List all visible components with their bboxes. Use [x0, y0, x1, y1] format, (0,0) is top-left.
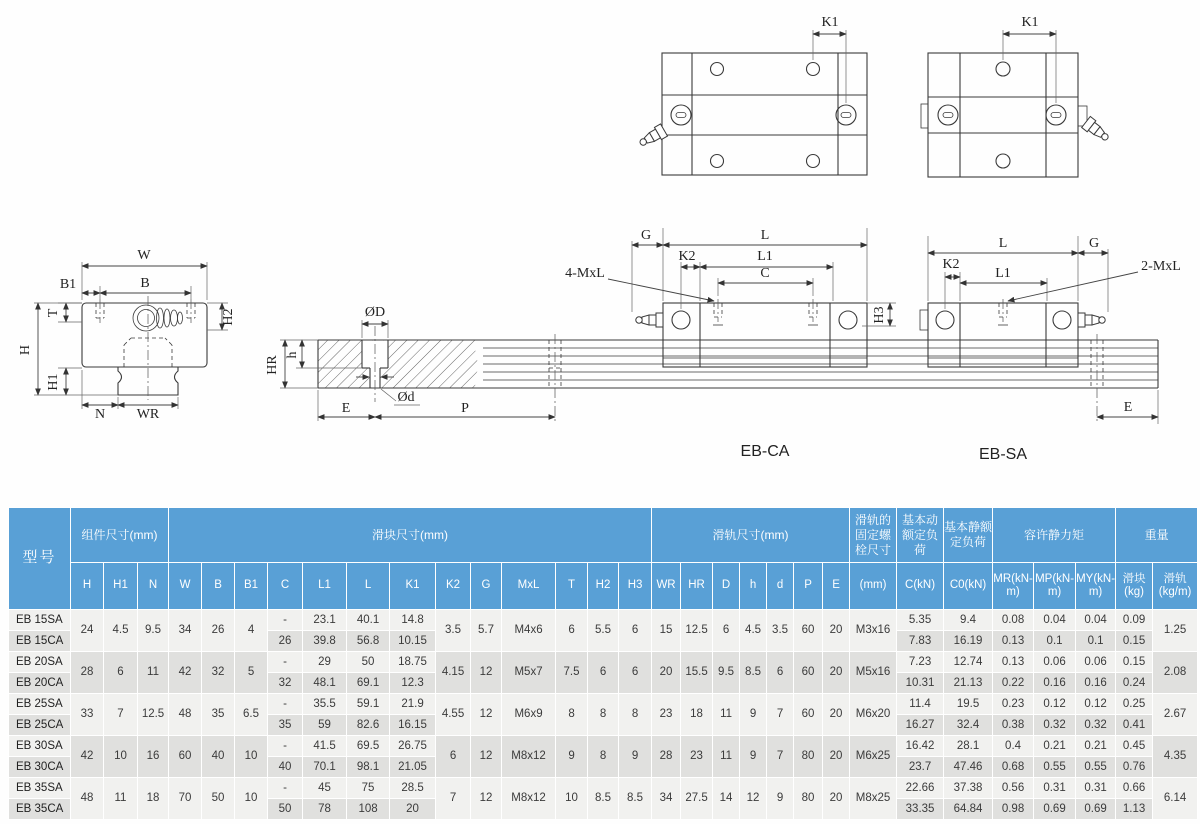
- cell-K1: 12.3: [390, 673, 436, 694]
- model-cell: EB 15SA: [9, 610, 71, 631]
- cell-h: 8.5: [740, 652, 767, 694]
- cell-L1: 70.1: [303, 757, 347, 778]
- cell-WR: 28: [652, 736, 681, 778]
- cell-block: 0.25: [1116, 694, 1153, 715]
- dim-w: W: [137, 248, 151, 263]
- cell-C: -: [268, 778, 303, 799]
- cell-h: 9: [740, 694, 767, 736]
- cell-MP: 0.21: [1034, 736, 1076, 757]
- cell-HR: 18: [681, 694, 713, 736]
- cell-B1: 10: [235, 778, 268, 820]
- cell-bolt: M3x16: [850, 610, 897, 652]
- cell-MP: 0.32: [1034, 715, 1076, 736]
- cell-block: 1.13: [1116, 799, 1153, 820]
- cell-C0: 21.13: [944, 673, 993, 694]
- cell-C0: 19.5: [944, 694, 993, 715]
- cell-MY: 0.16: [1076, 673, 1116, 694]
- column-header: P: [794, 563, 823, 610]
- dim-wr: WR: [136, 407, 160, 422]
- cell-Ck: 11.4: [897, 694, 944, 715]
- cell-C0: 32.4: [944, 715, 993, 736]
- dim-k1-ca: K1: [821, 15, 839, 30]
- dim-l-ca: L: [760, 228, 770, 243]
- cell-C: -: [268, 610, 303, 631]
- column-header: WR: [652, 563, 681, 610]
- cell-E: 20: [823, 778, 850, 820]
- cell-P: 60: [794, 694, 823, 736]
- cell-bolt: M5x16: [850, 652, 897, 694]
- cell-H3: 8.5: [619, 778, 652, 820]
- label-2mxl: 2-MxL: [1141, 259, 1181, 274]
- cell-WR: 15: [652, 610, 681, 652]
- dim-k2-sa: K2: [942, 257, 960, 272]
- cell-H: 33: [71, 694, 104, 736]
- cell-MP: 0.31: [1034, 778, 1076, 799]
- cell-W: 48: [169, 694, 202, 736]
- cell-MR: 0.38: [993, 715, 1034, 736]
- column-group-header: 滑轨尺寸(mm): [652, 508, 850, 563]
- caption-eb-ca: EB-CA: [740, 443, 790, 460]
- cell-P: 80: [794, 736, 823, 778]
- dim-c: C: [760, 266, 770, 281]
- cell-C: -: [268, 694, 303, 715]
- cell-d: 3.5: [767, 610, 794, 652]
- dim-p: P: [461, 401, 469, 416]
- cell-L1: 35.5: [303, 694, 347, 715]
- cell-MP: 0.16: [1034, 673, 1076, 694]
- cell-K2: 6: [436, 736, 471, 778]
- cell-H1: 6: [104, 652, 138, 694]
- column-group-header: 基本静额定负荷: [944, 508, 993, 563]
- cell-K1: 28.5: [390, 778, 436, 799]
- cell-MY: 0.04: [1076, 610, 1116, 631]
- cell-rail: 2.08: [1153, 652, 1198, 694]
- cell-C0: 9.4: [944, 610, 993, 631]
- cell-MY: 0.69: [1076, 799, 1116, 820]
- cell-C0: 64.84: [944, 799, 993, 820]
- model-cell: EB 15CA: [9, 631, 71, 652]
- column-header: MY(kN-m): [1076, 563, 1116, 610]
- dim-e-right: E: [1123, 400, 1133, 415]
- column-header: 滑块(kg): [1116, 563, 1153, 610]
- dim-dia-D: ØD: [364, 305, 386, 320]
- column-header: d: [767, 563, 794, 610]
- cell-HR: 12.5: [681, 610, 713, 652]
- column-header: H3: [619, 563, 652, 610]
- column-group-header: 滑块尺寸(mm): [169, 508, 652, 563]
- cell-rail: 1.25: [1153, 610, 1198, 652]
- table-row: [9, 736, 1198, 757]
- cell-H2: 8.5: [588, 778, 619, 820]
- cell-block: 0.66: [1116, 778, 1153, 799]
- column-header: N: [138, 563, 169, 610]
- column-header: H: [71, 563, 104, 610]
- cell-P: 80: [794, 778, 823, 820]
- cell-d: 7: [767, 694, 794, 736]
- dim-l1-sa: L1: [995, 266, 1011, 281]
- cell-block: 0.15: [1116, 631, 1153, 652]
- cell-MP: 0.69: [1034, 799, 1076, 820]
- cell-MY: 0.55: [1076, 757, 1116, 778]
- cell-bolt: M8x25: [850, 778, 897, 820]
- cell-P: 60: [794, 610, 823, 652]
- cell-L: 40.1: [347, 610, 390, 631]
- column-group-header: 滑轨的固定螺栓尺寸: [850, 508, 897, 563]
- cell-MP: 0.1: [1034, 631, 1076, 652]
- cell-L: 59.1: [347, 694, 390, 715]
- dim-b1: B1: [59, 277, 77, 292]
- cell-K2: 3.5: [436, 610, 471, 652]
- cell-H2: 8: [588, 736, 619, 778]
- cell-H3: 6: [619, 652, 652, 694]
- cell-K2: 4.55: [436, 694, 471, 736]
- cell-block: 0.76: [1116, 757, 1153, 778]
- column-header: W: [169, 563, 202, 610]
- dim-e-left: E: [341, 401, 351, 416]
- cell-B: 26: [202, 610, 235, 652]
- model-cell: EB 35CA: [9, 799, 71, 820]
- cell-MR: 0.13: [993, 631, 1034, 652]
- cell-L1: 41.5: [303, 736, 347, 757]
- cell-Ck: 16.42: [897, 736, 944, 757]
- cell-B: 50: [202, 778, 235, 820]
- cell-C: 32: [268, 673, 303, 694]
- cell-K1: 14.8: [390, 610, 436, 631]
- model-cell: EB 20CA: [9, 673, 71, 694]
- cell-H2: 5.5: [588, 610, 619, 652]
- cell-L: 98.1: [347, 757, 390, 778]
- cell-d: 6: [767, 652, 794, 694]
- column-header: L1: [303, 563, 347, 610]
- cell-B1: 6.5: [235, 694, 268, 736]
- cell-N: 16: [138, 736, 169, 778]
- column-header: H2: [588, 563, 619, 610]
- cell-H: 48: [71, 778, 104, 820]
- dim-l-sa: L: [998, 236, 1008, 251]
- column-header: MxL: [502, 563, 556, 610]
- cell-B: 35: [202, 694, 235, 736]
- cell-D: 9.5: [713, 652, 740, 694]
- cell-WR: 23: [652, 694, 681, 736]
- cell-MP: 0.04: [1034, 610, 1076, 631]
- dim-n: N: [94, 407, 106, 422]
- column-header: K2: [436, 563, 471, 610]
- cell-L1: 78: [303, 799, 347, 820]
- dim-b: B: [140, 276, 150, 291]
- cell-block: 0.24: [1116, 673, 1153, 694]
- cell-h: 9: [740, 736, 767, 778]
- cell-MR: 0.56: [993, 778, 1034, 799]
- dim-h1: H1: [46, 373, 61, 391]
- eb-sa-assembly: [920, 236, 1181, 463]
- cell-G: 5.7: [471, 610, 502, 652]
- cell-L1: 23.1: [303, 610, 347, 631]
- cell-MR: 0.23: [993, 694, 1034, 715]
- cell-L: 56.8: [347, 631, 390, 652]
- cell-B1: 5: [235, 652, 268, 694]
- cell-L: 50: [347, 652, 390, 673]
- cell-Ck: 23.7: [897, 757, 944, 778]
- dim-g-ca: G: [640, 228, 652, 243]
- column-header: h: [740, 563, 767, 610]
- cell-d: 7: [767, 736, 794, 778]
- cell-T: 7.5: [556, 652, 588, 694]
- cell-MxL: M6x9: [502, 694, 556, 736]
- model-cell: EB 35SA: [9, 778, 71, 799]
- cell-T: 8: [556, 694, 588, 736]
- cell-d: 9: [767, 778, 794, 820]
- cell-T: 10: [556, 778, 588, 820]
- cell-H2: 8: [588, 694, 619, 736]
- cell-H3: 9: [619, 736, 652, 778]
- column-header: D: [713, 563, 740, 610]
- cell-L: 69.5: [347, 736, 390, 757]
- column-header: H1: [104, 563, 138, 610]
- cell-rail: 4.35: [1153, 736, 1198, 778]
- dim-t: T: [46, 308, 61, 318]
- column-group-header: 容许静力矩: [993, 508, 1116, 563]
- cell-K1: 20: [390, 799, 436, 820]
- cell-K1: 16.15: [390, 715, 436, 736]
- cell-HR: 27.5: [681, 778, 713, 820]
- table-row: [9, 652, 1198, 673]
- cell-H1: 10: [104, 736, 138, 778]
- table-row: [9, 694, 1198, 715]
- cell-Ck: 7.23: [897, 652, 944, 673]
- model-cell: EB 30SA: [9, 736, 71, 757]
- dim-g-sa: G: [1088, 236, 1100, 251]
- cell-K1: 10.15: [390, 631, 436, 652]
- cell-H1: 11: [104, 778, 138, 820]
- cell-bolt: M6x20: [850, 694, 897, 736]
- cell-L: 82.6: [347, 715, 390, 736]
- column-header: C0(kN): [944, 563, 993, 610]
- cell-MP: 0.06: [1034, 652, 1076, 673]
- cell-W: 60: [169, 736, 202, 778]
- cell-H: 24: [71, 610, 104, 652]
- cell-G: 12: [471, 652, 502, 694]
- cell-MR: 0.98: [993, 799, 1034, 820]
- cell-Ck: 22.66: [897, 778, 944, 799]
- cell-C: 26: [268, 631, 303, 652]
- cell-h: 12: [740, 778, 767, 820]
- cell-G: 12: [471, 778, 502, 820]
- cell-block: 0.41: [1116, 715, 1153, 736]
- cross-section-drawing: [18, 248, 236, 422]
- spec-table: [8, 507, 1198, 820]
- cell-Ck: 10.31: [897, 673, 944, 694]
- cell-K1: 18.75: [390, 652, 436, 673]
- cell-L1: 45: [303, 778, 347, 799]
- column-header: E: [823, 563, 850, 610]
- cell-K2: 4.15: [436, 652, 471, 694]
- cell-H1: 4.5: [104, 610, 138, 652]
- column-header: T: [556, 563, 588, 610]
- cell-E: 20: [823, 652, 850, 694]
- cell-bolt: M6x25: [850, 736, 897, 778]
- cell-MP: 0.12: [1034, 694, 1076, 715]
- cell-G: 12: [471, 736, 502, 778]
- column-header: C: [268, 563, 303, 610]
- cell-C: 40: [268, 757, 303, 778]
- cell-D: 11: [713, 736, 740, 778]
- cell-W: 42: [169, 652, 202, 694]
- cell-D: 14: [713, 778, 740, 820]
- cell-E: 20: [823, 694, 850, 736]
- cell-block: 0.45: [1116, 736, 1153, 757]
- cell-D: 6: [713, 610, 740, 652]
- cell-MY: 0.12: [1076, 694, 1116, 715]
- dim-k2-ca: K2: [678, 249, 696, 264]
- column-header: L: [347, 563, 390, 610]
- cell-Ck: 7.83: [897, 631, 944, 652]
- dim-h3: H3: [872, 306, 887, 324]
- cell-G: 12: [471, 694, 502, 736]
- cell-L1: 39.8: [303, 631, 347, 652]
- cell-MR: 0.13: [993, 652, 1034, 673]
- cell-MR: 0.08: [993, 610, 1034, 631]
- cell-L: 108: [347, 799, 390, 820]
- table-row: [9, 610, 1198, 631]
- cell-Ck: 16.27: [897, 715, 944, 736]
- cell-C: -: [268, 736, 303, 757]
- cell-Ck: 33.35: [897, 799, 944, 820]
- column-header: MP(kN-m): [1034, 563, 1076, 610]
- cell-P: 60: [794, 652, 823, 694]
- cell-MxL: M4x6: [502, 610, 556, 652]
- cell-H: 28: [71, 652, 104, 694]
- cell-H2: 6: [588, 652, 619, 694]
- cell-h: 4.5: [740, 610, 767, 652]
- cell-W: 34: [169, 610, 202, 652]
- cell-L: 75: [347, 778, 390, 799]
- column-group-header: 重量: [1116, 508, 1198, 563]
- column-group-header: 型号: [9, 508, 71, 610]
- cell-H1: 7: [104, 694, 138, 736]
- cell-WR: 34: [652, 778, 681, 820]
- cell-E: 20: [823, 736, 850, 778]
- column-header: 滑轨(kg/m): [1153, 563, 1198, 610]
- cell-L1: 29: [303, 652, 347, 673]
- cell-N: 18: [138, 778, 169, 820]
- cell-L1: 48.1: [303, 673, 347, 694]
- cell-Ck: 5.35: [897, 610, 944, 631]
- dim-k1-sa: K1: [1021, 15, 1039, 30]
- column-header: HR: [681, 563, 713, 610]
- label-4mxl: 4-MxL: [565, 266, 605, 281]
- cell-N: 9.5: [138, 610, 169, 652]
- cell-C0: 12.74: [944, 652, 993, 673]
- top-view-sa-block: [921, 15, 1112, 177]
- column-header: K1: [390, 563, 436, 610]
- cell-K1: 26.75: [390, 736, 436, 757]
- model-cell: EB 30CA: [9, 757, 71, 778]
- column-header: G: [471, 563, 502, 610]
- cell-E: 20: [823, 610, 850, 652]
- cell-T: 6: [556, 610, 588, 652]
- cell-B: 32: [202, 652, 235, 694]
- model-cell: EB 25SA: [9, 694, 71, 715]
- cell-HR: 23: [681, 736, 713, 778]
- cell-rail: 2.67: [1153, 694, 1198, 736]
- cell-MY: 0.32: [1076, 715, 1116, 736]
- cell-B1: 4: [235, 610, 268, 652]
- cell-N: 12.5: [138, 694, 169, 736]
- eb-ca-assembly: [565, 228, 896, 460]
- cell-MY: 0.06: [1076, 652, 1116, 673]
- dim-hr: HR: [265, 355, 280, 375]
- cell-rail: 6.14: [1153, 778, 1198, 820]
- cell-C0: 37.38: [944, 778, 993, 799]
- dim-l1-ca: L1: [757, 249, 773, 264]
- cell-H3: 6: [619, 610, 652, 652]
- table-row: [9, 778, 1198, 799]
- column-group-header: 组件尺寸(mm): [71, 508, 169, 563]
- cell-MxL: M8x12: [502, 778, 556, 820]
- dim-h: H: [18, 344, 33, 356]
- rail-side-view: [265, 305, 1158, 421]
- dim-h2: H2: [221, 308, 236, 326]
- column-header: (mm): [850, 563, 897, 610]
- cell-MY: 0.1: [1076, 631, 1116, 652]
- cell-K2: 7: [436, 778, 471, 820]
- cell-MR: 0.22: [993, 673, 1034, 694]
- column-header: MR(kN-m): [993, 563, 1034, 610]
- cell-D: 11: [713, 694, 740, 736]
- cell-K1: 21.9: [390, 694, 436, 715]
- cell-H3: 8: [619, 694, 652, 736]
- cell-MP: 0.55: [1034, 757, 1076, 778]
- column-header: C(kN): [897, 563, 944, 610]
- cell-C: 50: [268, 799, 303, 820]
- cell-MR: 0.68: [993, 757, 1034, 778]
- cell-L1: 59: [303, 715, 347, 736]
- cell-MxL: M5x7: [502, 652, 556, 694]
- dim-dia-d: Ød: [397, 390, 415, 405]
- cell-L: 69.1: [347, 673, 390, 694]
- caption-eb-sa: EB-SA: [978, 446, 1028, 463]
- model-cell: EB 20SA: [9, 652, 71, 673]
- cell-C: 35: [268, 715, 303, 736]
- cell-MY: 0.31: [1076, 778, 1116, 799]
- column-header: B: [202, 563, 235, 610]
- cell-MR: 0.4: [993, 736, 1034, 757]
- cell-block: 0.09: [1116, 610, 1153, 631]
- cell-C: -: [268, 652, 303, 673]
- cell-C0: 47.46: [944, 757, 993, 778]
- cell-C0: 16.19: [944, 631, 993, 652]
- cell-W: 70: [169, 778, 202, 820]
- model-cell: EB 25CA: [9, 715, 71, 736]
- cell-MxL: M8x12: [502, 736, 556, 778]
- cell-T: 9: [556, 736, 588, 778]
- top-view-ca-block: [637, 15, 867, 175]
- column-header: B1: [235, 563, 268, 610]
- cell-H: 42: [71, 736, 104, 778]
- cell-N: 11: [138, 652, 169, 694]
- column-group-header: 基本动额定负荷: [897, 508, 944, 563]
- cell-HR: 15.5: [681, 652, 713, 694]
- cell-MY: 0.21: [1076, 736, 1116, 757]
- cell-C0: 28.1: [944, 736, 993, 757]
- cell-B: 40: [202, 736, 235, 778]
- cell-block: 0.15: [1116, 652, 1153, 673]
- cell-K1: 21.05: [390, 757, 436, 778]
- dim-h-small: h: [285, 351, 300, 359]
- cell-WR: 20: [652, 652, 681, 694]
- cell-B1: 10: [235, 736, 268, 778]
